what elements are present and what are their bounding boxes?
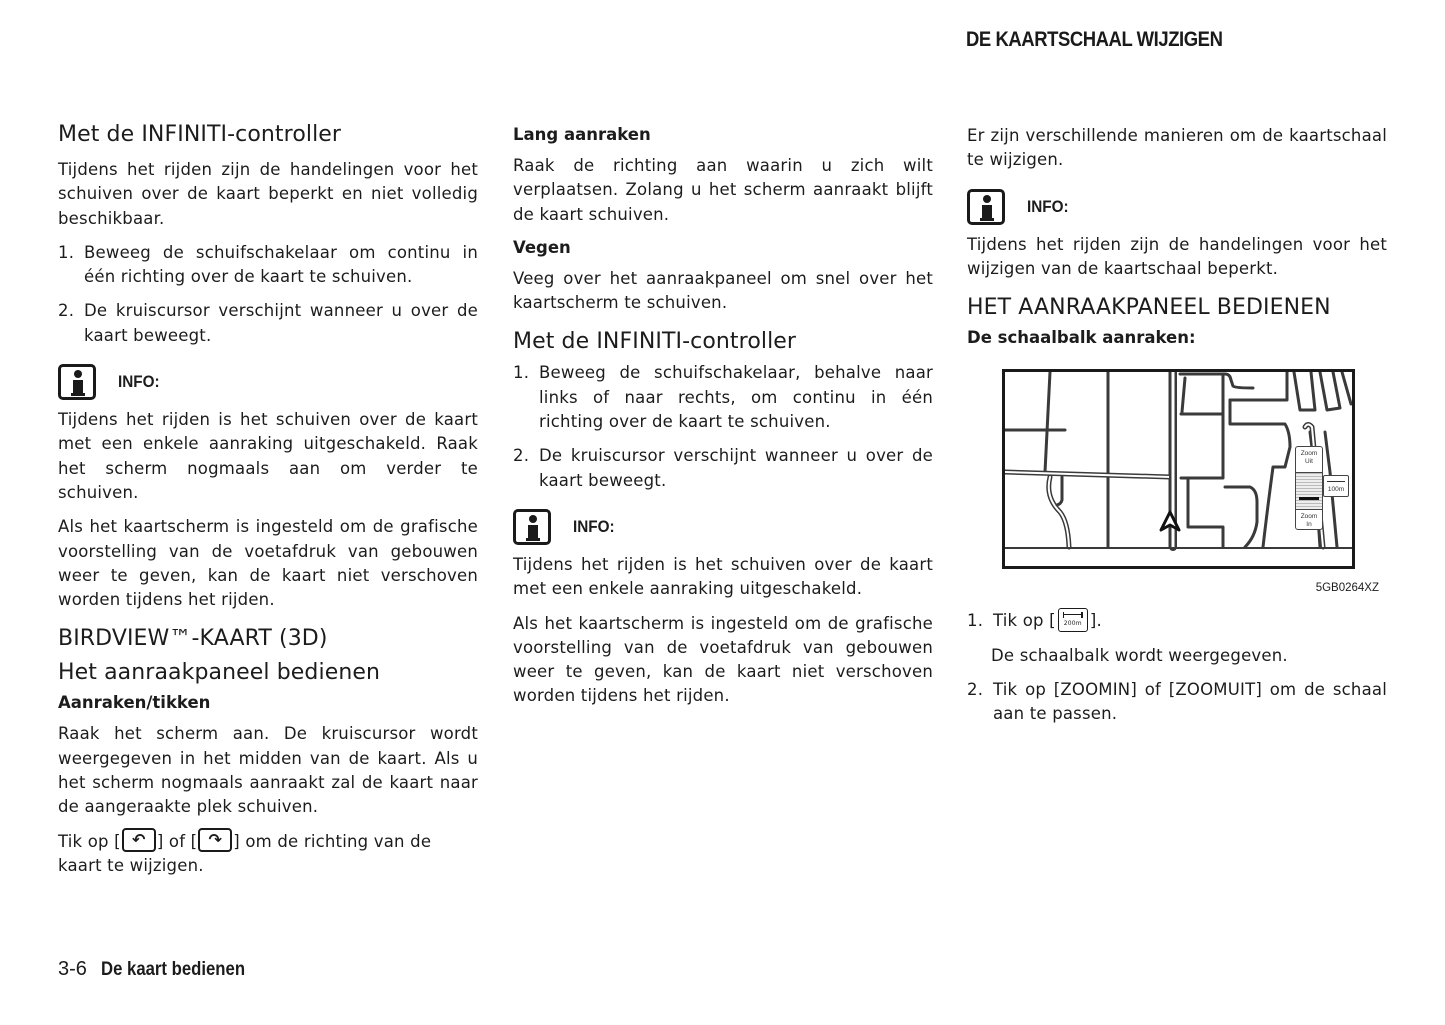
rotate-left-icon: ↶ bbox=[122, 828, 156, 852]
info-block bbox=[513, 507, 933, 547]
heading-birdview: BIRDVIEW™-KAART (3D) bbox=[58, 626, 328, 652]
info-text: Tijdens het rijden zijn de handelingen voor het wijzigen van de kaartschaal beperkt. bbox=[967, 234, 1387, 278]
paragraph: Er zijn verschillende manieren om de kaartschaal te wijzigen. bbox=[967, 126, 1387, 170]
numbered-list bbox=[58, 241, 478, 348]
step-2: 2. Tik op [ZOOMIN] of [ZOOMUIT] om de schaal aan te passen. bbox=[967, 679, 1387, 724]
map-figure bbox=[967, 369, 1387, 609]
info-block bbox=[967, 187, 1387, 227]
zoom-out-button: Zoom Uit bbox=[1296, 447, 1322, 473]
column-left bbox=[58, 118, 478, 888]
scale-bar-icon: 200m bbox=[1058, 608, 1088, 632]
subheading-swipe: Vegen bbox=[513, 237, 571, 257]
subheading-long-touch: Lang aanraken bbox=[513, 125, 651, 144]
section-header-title: DE KAARTSCHAAL WIJZIGEN bbox=[966, 28, 1223, 51]
page-number: 3-6 bbox=[58, 958, 87, 980]
page-footer bbox=[58, 958, 265, 981]
numbered-list bbox=[967, 678, 1387, 727]
map-screen-illustration bbox=[1002, 369, 1355, 569]
heading-infiniti-controller: Met de INFINITI-controller bbox=[58, 122, 342, 147]
paragraph: Raak het scherm aan. De kruiscursor wordt weergegeven in het midden van de kaart. Als u het scherm nogmaals aanraakt zal de kaart naar de aangeraakte plek schuiven. bbox=[58, 724, 478, 817]
paragraph: Veeg over het aanraakpaneel om snel over het kaartscherm te schuiven. bbox=[513, 268, 933, 313]
chapter-title: De kaart bedienen bbox=[100, 959, 245, 980]
paragraph: Als het kaartscherm is ingesteld om de grafische voorstelling van de voetafdruk van gebouwen weer te geven, kan de kaart niet verschoven worden tijdens het rijden. bbox=[513, 613, 933, 706]
figure-caption: 5GB0264XZ bbox=[1315, 582, 1379, 595]
heading-infiniti-controller: Met de INFINITI-controller bbox=[513, 329, 797, 355]
zoom-control bbox=[1295, 446, 1323, 530]
paragraph-direction: Tik op [ ↶ ] of [ ↷ ] om de richting van de kaart te wijzigen. bbox=[58, 830, 432, 876]
step-1-result: De schaalbalk wordt weergegeven. bbox=[991, 645, 1288, 665]
info-text: Tijdens het rijden is het schuiven over de kaart met een enkele aanraking uitgeschakeld. Raak het scherm nogmaals aan om verder te schuiven. bbox=[58, 410, 478, 502]
info-icon bbox=[513, 509, 551, 545]
zoom-in-button: Zoom In bbox=[1300, 513, 1318, 529]
info-label: INFO: bbox=[1027, 196, 1069, 216]
list-item: 2. De kruiscursor verschijnt wanneer u over de kaart beweegt. bbox=[513, 446, 933, 490]
info-block bbox=[58, 362, 478, 402]
step-1: 1. Tik op [ 200m ]. bbox=[967, 609, 1387, 634]
subheading-tap: Aanraken/tikken bbox=[58, 693, 211, 713]
subheading-scalebar: De schaalbalk aanraken: bbox=[967, 328, 1196, 348]
list-item: 2. De kruiscursor verschijnt wanneer u over de kaart beweegt. bbox=[58, 301, 478, 345]
info-text: Tijdens het rijden is het schuiven over de kaart met een enkele aanraking uitgeschakeld. bbox=[513, 554, 933, 599]
numbered-list bbox=[513, 361, 933, 492]
info-icon bbox=[58, 364, 96, 400]
column-middle bbox=[513, 118, 933, 719]
paragraph: Raak de richting aan waarin u zich wilt verplaatsen. Zolang u het scherm aanraakt blijft de kaart schuiven. bbox=[513, 156, 933, 224]
heading-touch-panel: HET AANRAAKPANEEL BEDIENEN bbox=[967, 295, 1331, 321]
column-right bbox=[967, 118, 1387, 737]
list-item: 1. Beweeg de schuifschakelaar om continu in één richting over de kaart te schuiven. bbox=[58, 242, 478, 287]
info-icon bbox=[967, 189, 1005, 225]
heading-touch-panel: Het aanraakpaneel bedienen bbox=[58, 660, 381, 686]
paragraph: Tijdens het rijden zijn de handelingen voor het schuiven over de kaart beperkt en niet volledig beschikbaar. bbox=[58, 160, 478, 228]
paragraph: Als het kaartscherm is ingesteld om de grafische voorstelling van de voetafdruk van gebouwen weer te geven, kan de kaart niet verschoven worden tijdens het rijden. bbox=[58, 517, 478, 610]
zoom-slider bbox=[1296, 473, 1322, 510]
scale-indicator: 100m bbox=[1323, 475, 1349, 497]
list-item: 1. Beweeg de schuifschakelaar, behalve naar links of naar rechts, om continu in één richting over de kaart te schuiven. bbox=[513, 363, 933, 432]
info-label: INFO: bbox=[573, 516, 615, 536]
rotate-right-icon: ↷ bbox=[198, 828, 232, 852]
info-label: INFO: bbox=[118, 372, 160, 392]
